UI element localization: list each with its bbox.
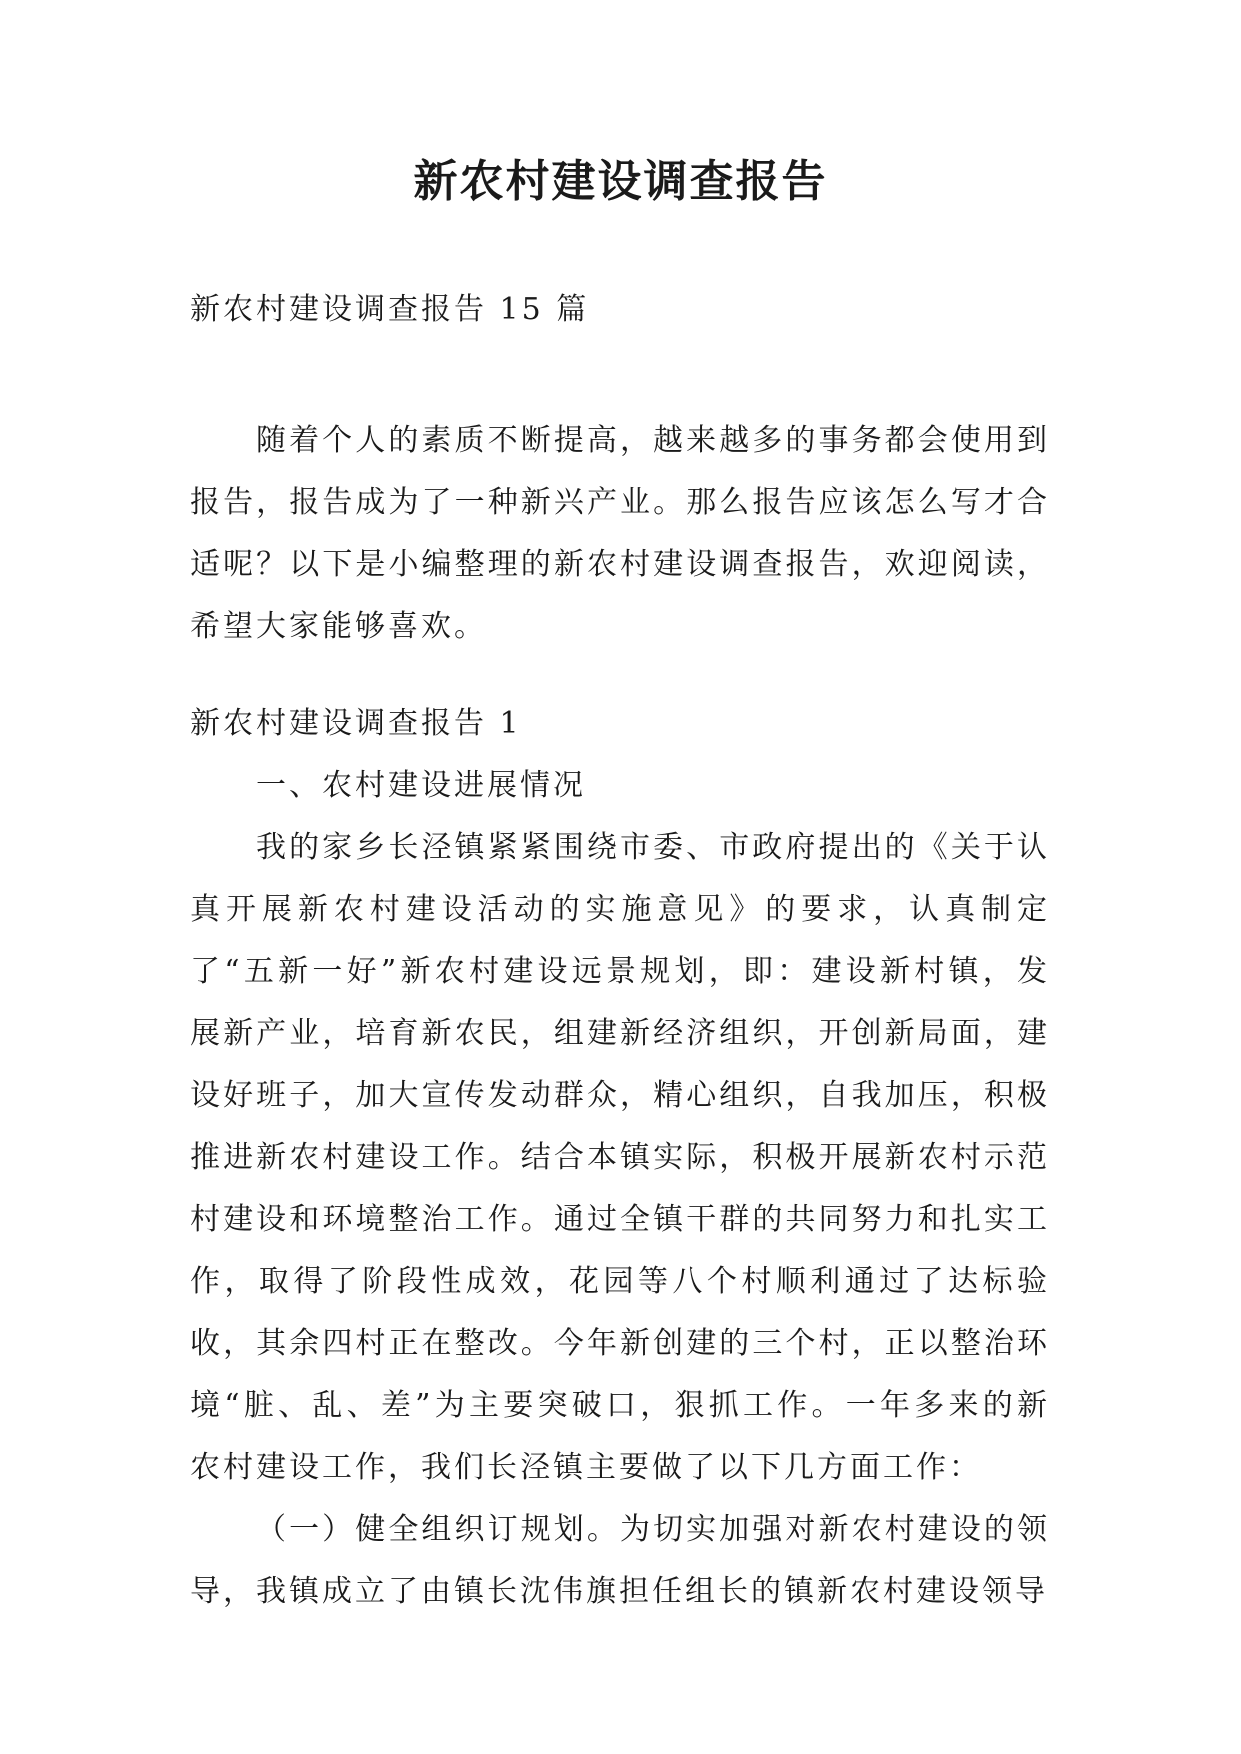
document-title: 新农村建设调查报告	[413, 156, 828, 207]
intro-paragraph: 随着个人的素质不断提高，越来越多的事务都会使用到报告，报告成为了一种新兴产业。那么报告应该怎么写才合适呢？以下是小编整理的新农村建设调查报告，欢迎阅读，希望大家能够喜欢。	[190, 423, 1050, 644]
section-title: 新农村建设调查报告 1	[190, 706, 522, 741]
document-subtitle: 新农村建设调查报告 15 篇	[190, 292, 590, 327]
body-paragraph: （一）健全组织订规划。为切实加强对新农村建设的领导，我镇成立了由镇长沈伟旗担任组长的镇新农村建设领导	[190, 1512, 1050, 1609]
body-paragraph: 我的家乡长泾镇紧紧围绕市委、市政府提出的《关于认真开展新农村建设活动的实施意见》的要求，认真制定了“五新一好”新农村建设远景规划，即：建设新村镇，发展新产业，培育新农民，组建新经济组织，开创新局面，建设好班子，加大宣传发动群众，精心组织，自我加压，积极推进新农村建设工作。结合本镇实际，积极开展新农村示范村建设和环境整治工作。通过全镇干群的共同努力和扎实工作，取得了阶段性成效，花园等八个村顺利通过了达标验收，其余四村正在整改。今年新创建的三个村，正以整治环境“脏、乱、差”为主要突破口，狠抓工作。一年多来的新农村建设工作，我们长泾镇主要做了以下几方面工作：	[190, 830, 1050, 1485]
section-body	[190, 755, 1050, 1623]
section-heading-paragraph: 一、农村建设进展情况	[256, 768, 586, 803]
